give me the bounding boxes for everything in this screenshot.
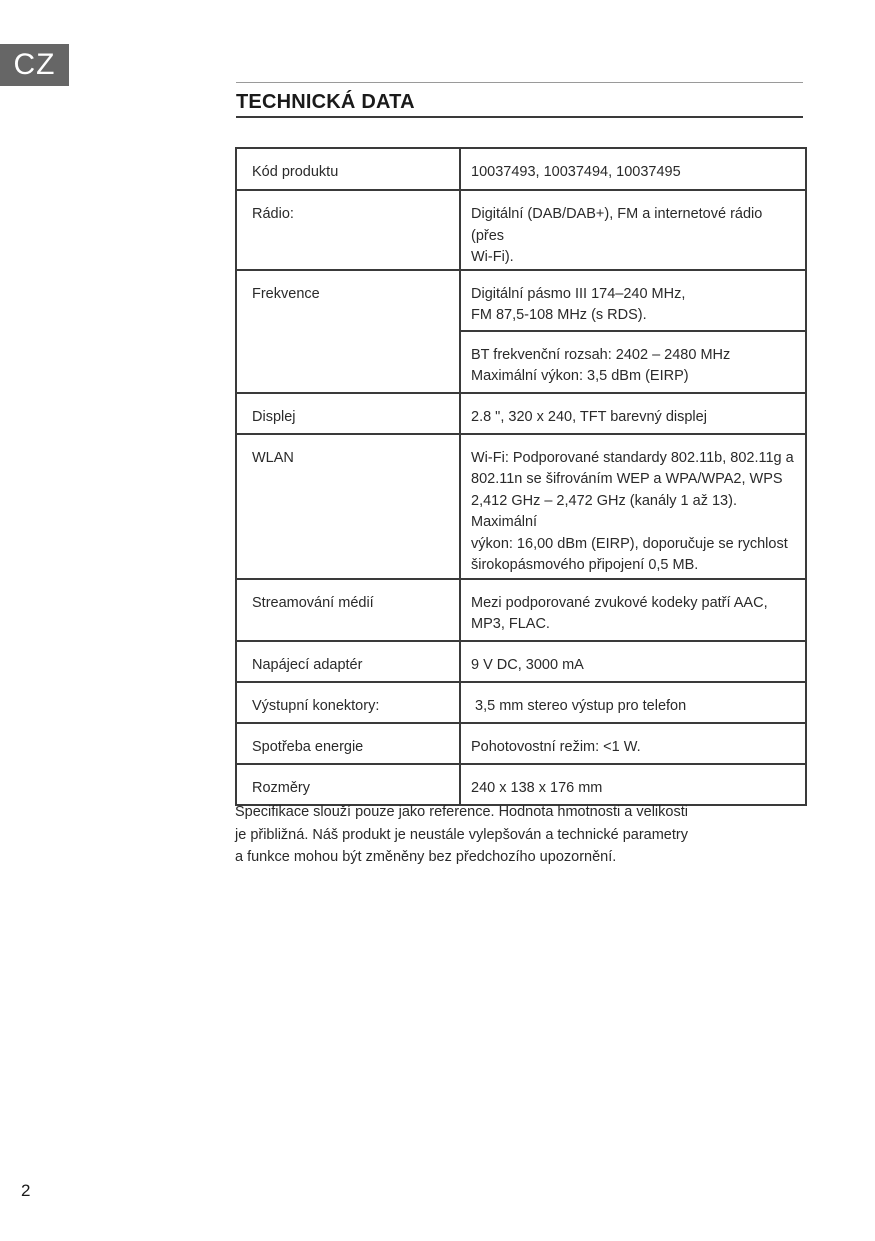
spec-value-line: Wi-Fi).: [471, 249, 514, 265]
spec-value-line: 2,412 GHz – 2,472 GHz (kanály 1 až 13). Maximální: [471, 492, 737, 530]
table-row: [236, 270, 806, 331]
spec-value-line: 240 x 138 x 176 mm: [471, 779, 603, 796]
spec-value: [460, 641, 806, 682]
spec-value: [460, 393, 806, 434]
spec-label: Frekvence: [236, 270, 460, 393]
table-row: [236, 682, 806, 723]
table-row: [236, 148, 806, 190]
specifications-table: [235, 147, 807, 806]
table-row: [236, 579, 806, 641]
spec-value: [460, 270, 806, 331]
spec-value-line: FM 87,5-108 MHz (s RDS).: [471, 307, 647, 323]
spec-value-line: Wi-Fi: Podporované standardy 802.11b, 802.11g a: [471, 449, 794, 466]
table-row: [236, 641, 806, 682]
table-row: [236, 723, 806, 764]
spec-label: Displej: [236, 393, 460, 434]
spec-value: [460, 148, 806, 190]
spec-value-line: Digitální (DAB/DAB+), FM a internetové rádio (přes: [471, 206, 763, 244]
spec-label: Rozměry: [236, 764, 460, 805]
spec-value-line: výkon: 16,00 dBm (EIRP), doporučuje se rychlost: [471, 535, 788, 552]
table-row: [236, 393, 806, 434]
page-number: 2: [21, 1181, 31, 1200]
spec-label: Výstupní konektory:: [236, 682, 460, 723]
spec-value: [460, 190, 806, 270]
spec-value: [460, 682, 806, 723]
note-line: je přibližná. Náš produkt je neustále vylepšován a technické parametry: [235, 826, 688, 843]
title-underline: [236, 116, 803, 118]
spec-value-line: Pohotovostní režim: <1 W.: [471, 738, 641, 755]
spec-value-line: 3,5 mm stereo výstup pro telefon: [471, 697, 687, 714]
spec-label: Spotřeba energie: [236, 723, 460, 764]
spec-value-line: Maximální výkon: 3,5 dBm (EIRP): [471, 368, 689, 384]
disclaimer-note: [235, 801, 795, 869]
spec-value-line: Mezi podporované zvukové kodeky patří AAC,: [471, 594, 768, 611]
spec-value: [460, 331, 806, 393]
spec-value-line: širokopásmového připojení 0,5 MB.: [471, 557, 699, 573]
spec-value-line: 10037493, 10037494, 10037495: [471, 164, 681, 180]
spec-label: Napájecí adaptér: [236, 641, 460, 682]
spec-value: [460, 434, 806, 579]
spec-value-line: BT frekvenční rozsah: 2402 – 2480 MHz: [471, 346, 731, 363]
table-row: [236, 190, 806, 270]
table-row: [236, 434, 806, 579]
spec-label: Kód produktu: [236, 148, 460, 190]
spec-value-line: 2.8 ", 320 x 240, TFT barevný displej: [471, 408, 707, 425]
note-line: a funkce mohou být změněny bez předchozího upozornění.: [235, 849, 617, 865]
spec-value: [460, 764, 806, 805]
note-line: Specifikace slouží pouze jako reference. Hodnota hmotnosti a velikosti: [235, 804, 688, 820]
page-title: TECHNICKÁ DATA: [236, 91, 415, 113]
language-tab: CZ: [0, 44, 69, 86]
spec-label: Streamování médií: [236, 579, 460, 641]
spec-label: Rádio:: [236, 190, 460, 270]
spec-value-line: Digitální pásmo III 174–240 MHz,: [471, 285, 686, 302]
spec-value-line: MP3, FLAC.: [471, 616, 550, 632]
spec-value-line: 802.11n se šifrováním WEP a WPA/WPA2, WPS: [471, 471, 783, 487]
spec-value: [460, 579, 806, 641]
table-row: [236, 764, 806, 805]
spec-label: WLAN: [236, 434, 460, 579]
top-divider: [236, 82, 803, 83]
spec-value-line: 9 V DC, 3000 mA: [471, 656, 584, 673]
spec-value: [460, 723, 806, 764]
